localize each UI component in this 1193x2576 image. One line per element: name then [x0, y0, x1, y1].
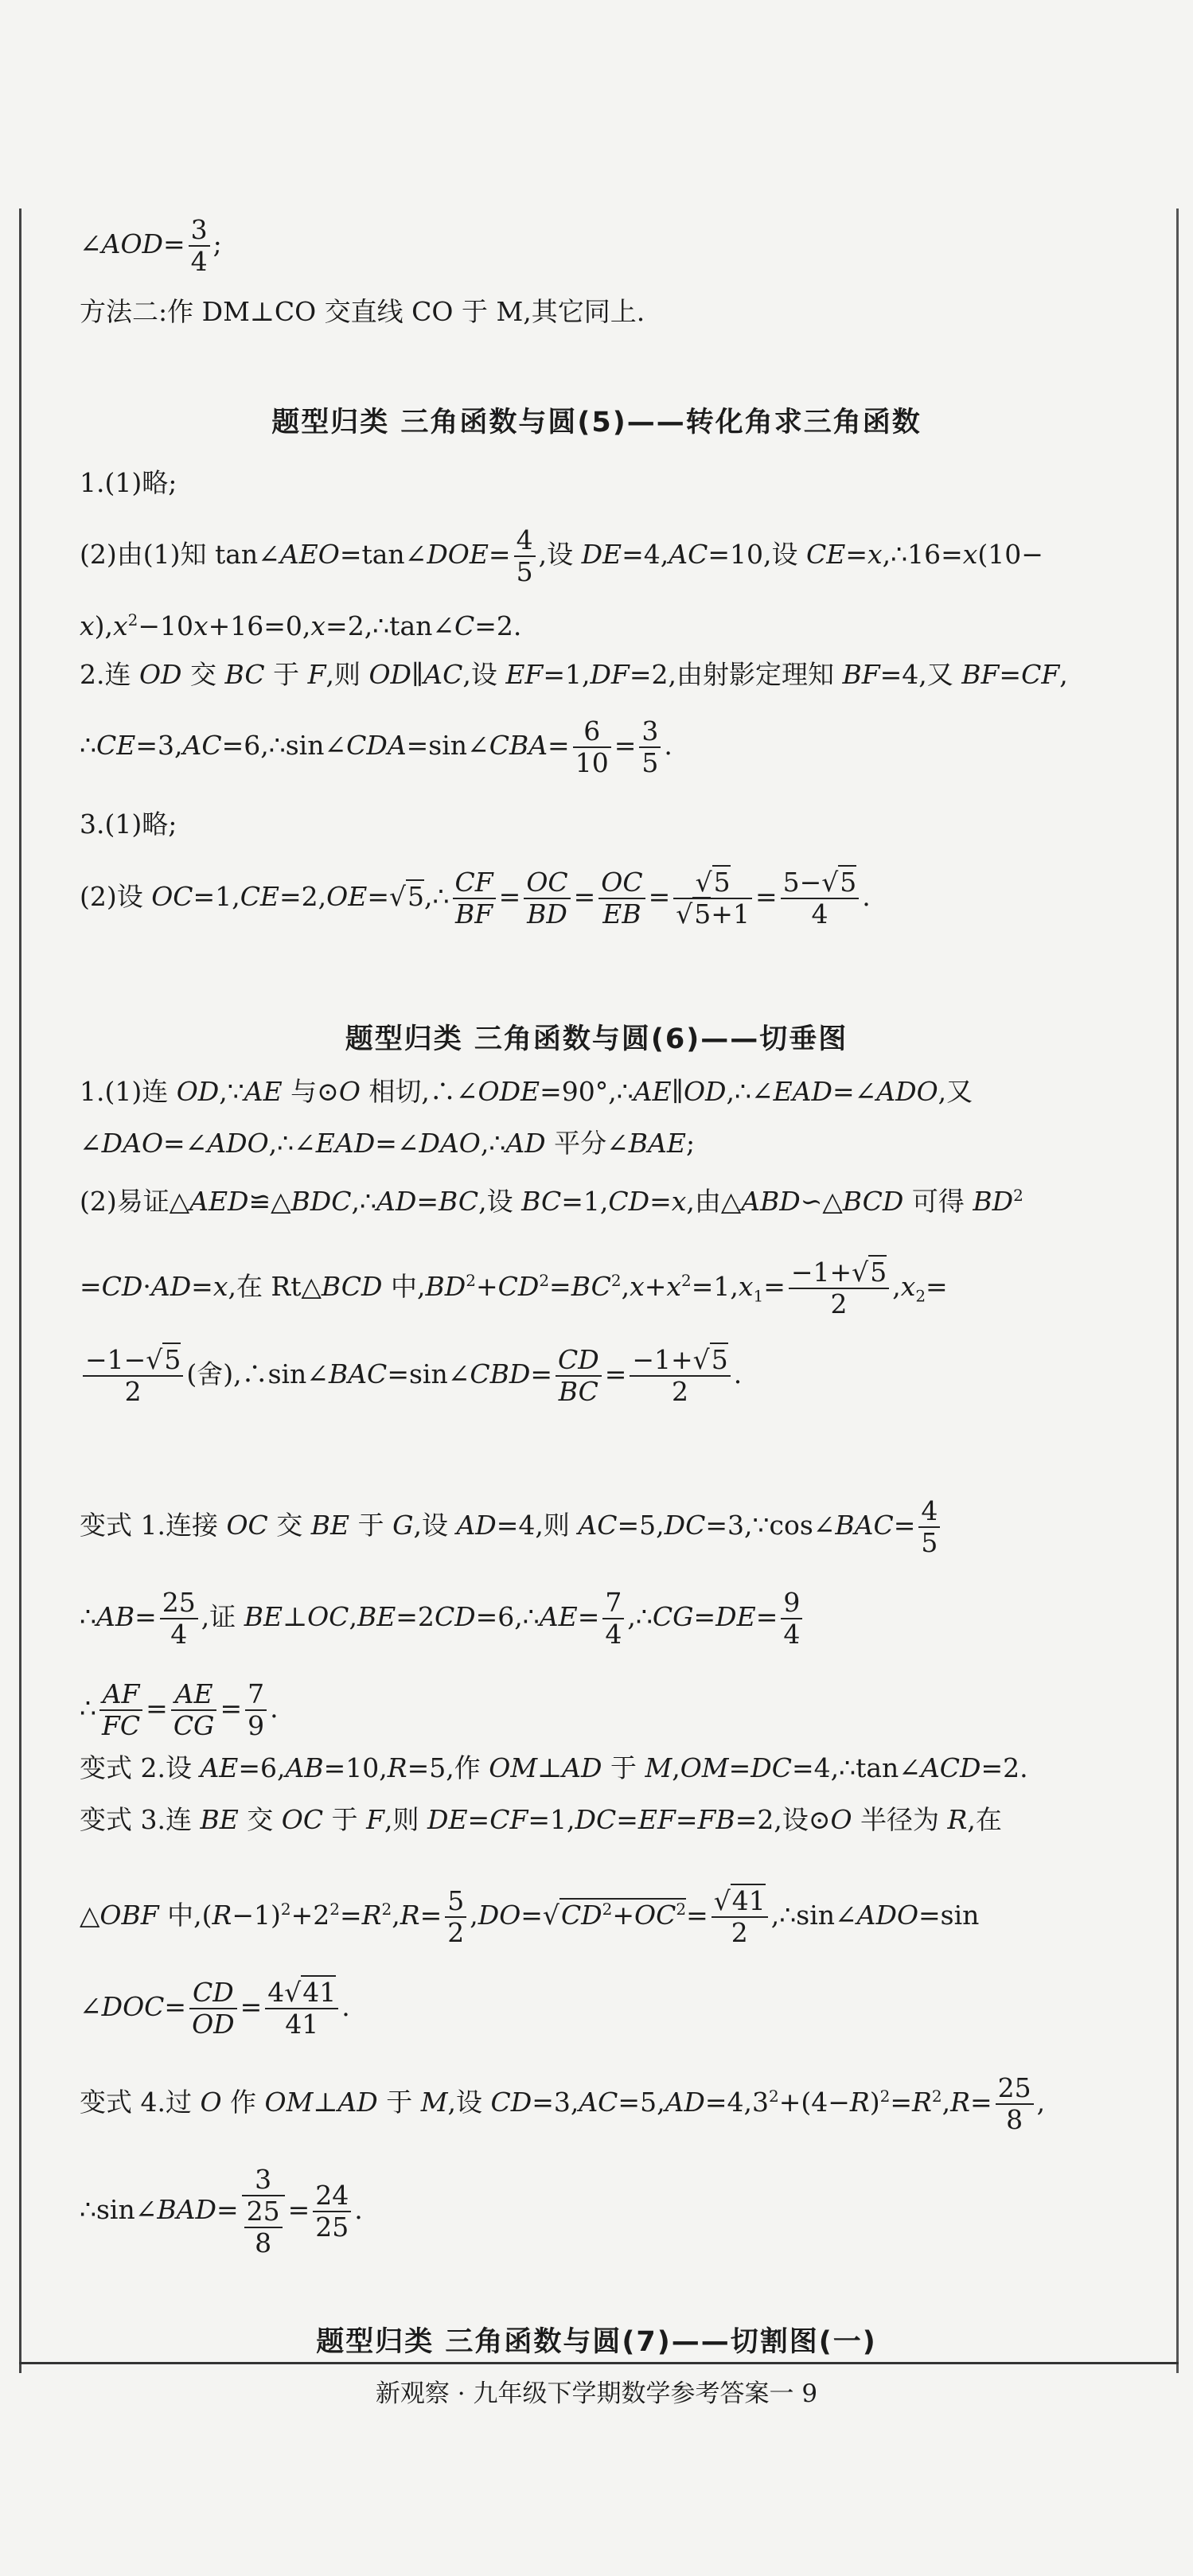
text-line: ∴sin∠BAD= $\frac{3}{\frac{25}{8}}$ = $\frac{24}{25}$ . — [80, 2164, 363, 2258]
text-line: ∴CE=3,AC=6,∴sin∠CDA=sin∠CBA= $\frac{6}{10}$ = $\frac{3}{5}$ . — [80, 715, 673, 778]
text-line: (2)设 OC=1,CE=2,OE=√5,∴ $\frac{CF}{BF}$ = $\frac{OC}{BD}$ = $\frac{OC}{EB}$ = $\frac{√5}{√5+1}$ = $\frac{5-√5}{4}$ . — [80, 867, 871, 929]
text-line: 变式 1.连接 OC 交 BE 于 G,设 AD=4,则 AC=5,DC=3,∵cos∠BAC= $\frac{4}{5}$ — [80, 1496, 1145, 1558]
right-margin-rule — [1176, 208, 1179, 2373]
text-line: 方法二:作 DM⊥CO 交直线 CO 于 M,其它同上. — [80, 296, 645, 327]
text-line: 变式 3.连 BE 交 OC 于 F,则 DE=CF=1,DC=EF=FB=2,设⊙O 半径为 R,在 — [80, 1804, 1002, 1835]
text-line: $\frac{-1-√5}{2}$ (舍),∴sin∠BAC=sin∠CBD= $\frac{CD}{BC}$ = $\frac{-1+√5}{2}$ . — [80, 1345, 1145, 1407]
text-line: ∴AB= $\frac{25}{4}$ ,证 BE⊥OC,BE=2CD=6,∴AE= $\frac{7}{4}$ ,∴CG=DE= $\frac{9}{4}$ — [80, 1588, 1145, 1650]
bottom-rule — [19, 2362, 1179, 2364]
text-line: 1.(1)略; — [80, 467, 177, 498]
text-line: $x),x^2-10x+16=0,x=2,\therefore\tan\angle C=2$. — [80, 610, 522, 641]
text-line: ∠DAO=∠ADO,∴∠EAD=∠DAO,∴AD 平分∠BAE; — [80, 1128, 696, 1159]
text-line: (2)由(1)知 tan∠AEO=tan∠DOE= $\frac{4}{5}$ ,设 DE=4,AC=10,设 CE=x,∴16=x(10− — [80, 524, 1043, 587]
text-line: ∠DOC= $\frac{CD}{OD}$ = $\frac{4√41}{41}$ . — [80, 1977, 350, 2040]
text-line: 2.连 OD 交 BC 于 F,则 OD∥AC,设 EF=1,DF=2,由射影定理知 BF=4,又 BF=CF, — [80, 659, 1068, 690]
text-line: 3.(1)略; — [80, 809, 177, 840]
text-line: ∴ $\frac{AF}{FC}$ = $\frac{AE}{CG}$ = $\frac{7}{9}$ . — [80, 1678, 279, 1741]
text-line: (2)易证△AED≌△BDC,∴AD=BC,设 BC=1,CD=x,由△ABD∽△BCD 可得 $BD^2$ — [80, 1186, 1023, 1217]
text-line: =CD·AD=x,在 Rt△BCD 中$,BD^2+CD^2=BC^2,x+x^2=1,x_1=$ $\frac{-1+√5}{2}$ $,x_2=$ — [80, 1257, 948, 1319]
text-line: 变式 2.设 AE=6,AB=10,R=5,作 OM⊥AD 于 M,OM=DC=4,∴tan∠ACD=2. — [80, 1752, 1028, 1783]
section-title: 题型归类 三角函数与圆(5)——转化角求三角函数 — [271, 407, 922, 438]
text-line: △OBF 中$,(R-1)^2+2^2=R^2,R=$ $\frac{5}{2}$ $,DO=√CD^2+OC^2=$ $\frac{√41}{2}$ ,∴sin∠ADO=sin — [80, 1885, 980, 1948]
left-margin-rule — [19, 208, 21, 2373]
section-title: 题型归类 三角函数与圆(6)——切垂图 — [345, 1023, 848, 1055]
text-line: 变式 4.过 O 作 OM⊥AD 于 M,设 $CD=3,AC=5,AD=4,3^2+(4-R)^2=R^2,R=$ $\frac{25}{8}$ , — [80, 2072, 1046, 2135]
section-title: 题型归类 三角函数与圆(7)——切割图(一) — [316, 2326, 877, 2358]
page-footer: 新观察 · 九年级下学期数学参考答案一 9 — [375, 2379, 818, 2408]
text-line: 1.(1)连 OD,∵AE 与⊙O 相切,∴∠ODE=90°,∴AE∥OD,∴∠EAD=∠ADO,又 — [80, 1076, 973, 1107]
text-line: ∠AOD= $\frac{3}{4}$ ; — [80, 214, 222, 277]
